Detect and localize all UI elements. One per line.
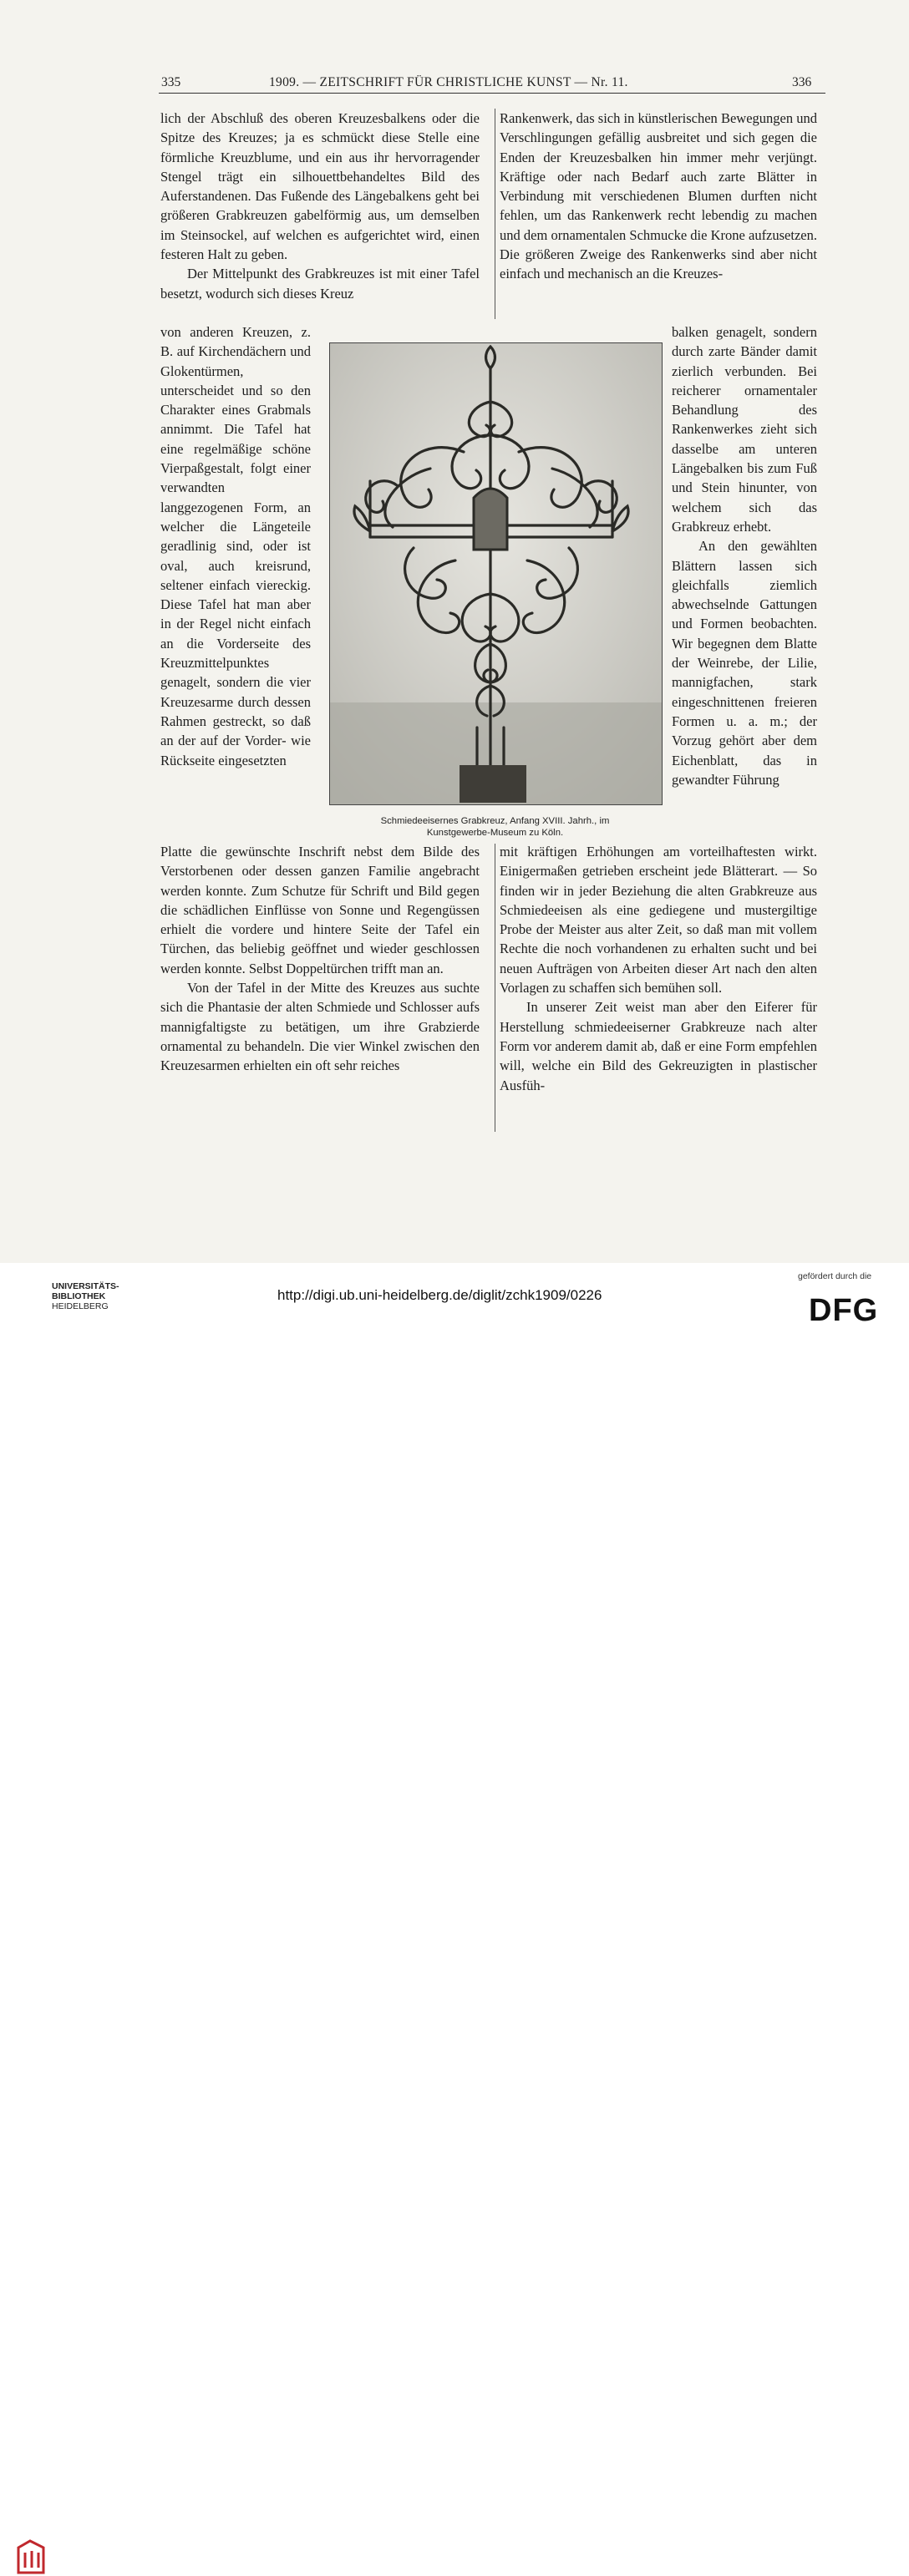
page-number-left: 335 — [161, 75, 181, 89]
right-column-bottom — [500, 842, 817, 1095]
funder-prefix: gefördert durch die — [798, 1271, 872, 1281]
paragraph: In unserer Zeit weist man aber den Eiferer für Herstellung schmiedeeiserner Grabkreuze nach alter Form vor anderem damit ab, daß er eine Form empfehlen will, welche ein Bild des Gekreuzigten in plastischer Ausfüh- — [500, 999, 817, 1093]
paragraph: lich der Abschluß des oberen Kreuzesbalkens oder die Spitze des Kreuzes; ja es schmückt diese Stelle eine förmliche Kreuzblume, und ein aus ihr hervorragender Stengel trägt ein silhouettbehandeltes Bild des Auferstandenen. Das Fußende des Längebalkens geht bei größeren Grabkreuzen gabelförmig aus, um demselben im Steinsockel, auf welchen es aufgerichtet wird, einen festeren Halt zu geben. — [160, 110, 480, 263]
left-column-bottom — [160, 842, 480, 1076]
book-page — [0, 0, 909, 1263]
right-column-narrow — [672, 322, 817, 789]
paragraph: von anderen Kreuzen, z. B. auf Kirchendächern und Glokentürmen, unterscheidet und so den Charakter eines Grabmals annimmt. Die Tafel hat eine regelmäßige schöne Vierpaßgestalt, folgt einer verwandten langgezogenen Form, an welcher die Längeteile geradlinig sind, oder ist oval, auch kreisrund, seltener einfach viereckig. Diese Tafel hat man aber in der Regel nicht einfach an die Vorderseite des Kreuzmittelpunktes genagelt, sondern die vier Kreuzesarme durch dessen Rahmen gestreckt, so daß an der auf der Vorder- wie Rückseite eingesetzten — [160, 324, 311, 768]
paragraph: Platte die gewünschte Inschrift nebst dem Bilde des Verstorbenen oder dessen ganzen Familie angebracht werden konnte. Zum Schutze für Schrift und Bild gegen die schädlichen Einflüsse von Sonne und Regengüssen erhielt die vordere und hintere Seite der Tafel ein Türchen, das beliebig geöffnet und wieder geschlossen werden konnte. Selbst Doppeltürchen trifft man an. — [160, 844, 480, 976]
wrought-iron-cross-illustration — [330, 343, 662, 804]
source-url-link[interactable]: http://digi.ub.uni-heidelberg.de/diglit/zchk1909/0226 — [277, 1287, 602, 1303]
paragraph: An den gewählten Blättern lassen sich gleichfalls ziemlich abwechselnde Gattungen und Formen beobachten. Wir begegnen dem Blatte der Weinrebe, der Lilie, mannigfachen, stark eingeschnittenen freieren Formen u. a. m.; der Vorzug gehört aber dem Eichenblatt, das in gewandter Führung — [672, 538, 817, 788]
right-column-top — [500, 109, 817, 284]
cross-photograph — [329, 342, 663, 805]
paragraph: balken genagelt, sondern durch zarte Bänder damit zierlich verbunden. Bei reicherer ornamentaler Behandlung des Rankenwerkes zieht sich dasselbe am unteren Längebalken bis zum Fuß und Stein hinunter, von welchem sich das Grabkreuz erhebt. — [672, 324, 817, 535]
university-library-logo-icon — [15, 2539, 47, 2576]
library-line: UNIVERSITÄTS- — [52, 1281, 119, 1291]
running-header: 1909. — ZEITSCHRIFT FÜR CHRISTLICHE KUNST — Nr. 11. — [269, 75, 628, 89]
library-line: BIBLIOTHEK — [52, 1291, 106, 1301]
caption-line: Kunstgewerbe-Museum zu Köln. — [426, 828, 564, 838]
library-name — [52, 1281, 119, 1311]
header-rule — [159, 93, 825, 94]
left-column-top — [160, 109, 480, 303]
paragraph: Von der Tafel in der Mitte des Kreuzes aus suchte sich die Phantasie der alten Schmiede und Schlosser aufs mannigfaltigste zu betätigen, um ihre Grabzierde ornamental zu behandeln. Die vier Winkel zwischen den Kreuzesarmen erhielten ein oft sehr reiches — [160, 980, 480, 1074]
library-line: HEIDELBERG — [52, 1301, 109, 1311]
page-number-right: 336 — [792, 75, 812, 89]
caption-line: Schmiedeeisernes Grabkreuz, Anfang XVIII. Jahrh., im — [380, 816, 610, 826]
dfg-logo: DFG — [809, 1293, 879, 1328]
figure-caption — [317, 815, 673, 839]
paragraph: Rankenwerk, das sich in künstlerischen Bewegungen und Verschlingungen gefällig ausbreitet und sich gegen die Enden der Kreuzesbalken hin immer mehr verjüngt. Kräftige oder nach Bedarf auch zarte Blätter in Verbindung mit verschiedenen Blumen durften nicht fehlen, um das Rankenwerk recht lebendig zu machen und dem ornamentalen Schmucke die Krone aufzusetzen. Die größeren Zweige des Rankenwerks sind aber nicht einfach und mechanisch an die Kreuzes- — [500, 110, 817, 282]
left-column-narrow — [160, 322, 311, 770]
paragraph: mit kräftigen Erhöhungen am vorteilhaftesten wirkt. Einigermaßen getrieben erscheint jede Blätterart. — So finden wir in jeder Beziehung die alten Grabkreuze aus Schmiedeeisen als eine gediegene und mustergiltige Probe der Meister aus alter Zeit, so daß man mit vollem Rechte die noch vorhandenen zu erhalten sucht und bei neuen Aufträgen von Arbeiten dieser Art nach den alten Vorlagen zu schaffen sich bemühen soll. — [500, 844, 817, 996]
paragraph: Der Mittelpunkt des Grabkreuzes ist mit einer Tafel besetzt, wodurch sich dieses Kreuz — [160, 266, 480, 302]
